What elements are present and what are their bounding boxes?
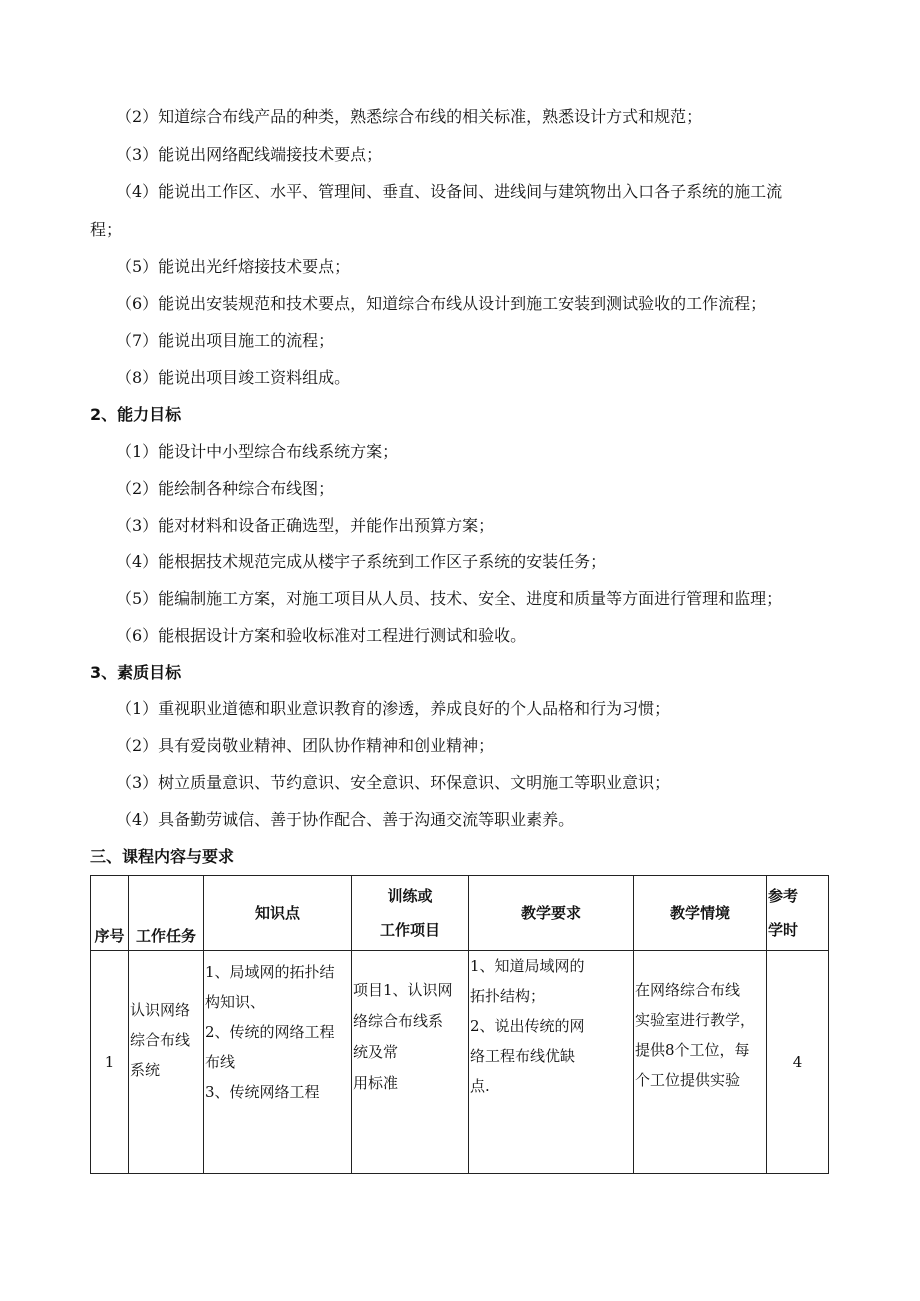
knowledge-goal-8: （8）能说出项目竣工资料组成。 bbox=[116, 368, 351, 387]
knowledge-goal-5: （5）能说出光纤熔接技术要点； bbox=[116, 257, 351, 276]
cell-requirements: 1、知道局域网的 拓扑结构； 2、说出传统的网 络工程布线优缺 点. bbox=[469, 951, 634, 1174]
quality-item-3: （3）树立质量意识、节约意识、安全意识、环保意识、文明施工等职业意识； bbox=[116, 773, 671, 792]
ability-item-6: （6）能根据设计方案和验收标准对工程进行测试和验收。 bbox=[116, 626, 527, 645]
ability-item-1: （1）能设计中小型综合布线系统方案； bbox=[116, 442, 399, 461]
header-knowledge: 知识点 bbox=[204, 876, 352, 951]
header-scenario: 教学情境 bbox=[634, 876, 767, 951]
cell-seq: 1 bbox=[91, 951, 129, 1174]
knowledge-goal-7: （7）能说出项目施工的流程； bbox=[116, 331, 335, 350]
knowledge-goal-4-cont: 程； bbox=[90, 220, 123, 239]
table-header-row bbox=[91, 876, 829, 951]
header-hours: 参考 学时 bbox=[767, 876, 829, 951]
quality-heading: 3、素质目标 bbox=[90, 663, 182, 682]
ability-item-2: （2）能绘制各种综合布线图； bbox=[116, 479, 335, 498]
cell-scenario: 在网络综合布线 实验室进行教学， 提供8个工位，每 个工位提供实验 bbox=[634, 951, 767, 1174]
cell-task: 认识网络 综合布线 系统 bbox=[129, 951, 204, 1174]
knowledge-goal-2: （2）知道综合布线产品的种类，熟悉综合布线的相关标准，熟悉设计方式和规范； bbox=[116, 107, 703, 126]
header-requirements: 教学要求 bbox=[469, 876, 634, 951]
quality-item-4: （4）具备勤劳诚信、善于协作配合、善于沟通交流等职业素养。 bbox=[116, 810, 575, 829]
quality-item-1: （1）重视职业道德和职业意识教育的渗透，养成良好的个人品格和行为习惯； bbox=[116, 699, 671, 718]
table-row bbox=[91, 951, 829, 1174]
header-task: 工作任务 bbox=[129, 876, 204, 951]
header-training: 训练或 工作项目 bbox=[352, 876, 469, 951]
knowledge-goal-3: （3）能说出网络配线端接技术要点； bbox=[116, 145, 383, 164]
ability-heading: 2、能力目标 bbox=[90, 405, 182, 424]
header-seq: 序号 bbox=[91, 876, 129, 951]
cell-knowledge: 1、局域网的拓扑结 构知识、 2、传统的网络工程 布线 3、传统网络工程 bbox=[204, 951, 352, 1174]
knowledge-goal-6: （6）能说出安装规范和技术要点，知道综合布线从设计到施工安装到测试验收的工作流程； bbox=[116, 294, 767, 313]
ability-item-3: （3）能对材料和设备正确选型，并能作出预算方案； bbox=[116, 516, 495, 535]
knowledge-goal-4: （4）能说出工作区、水平、管理间、垂直、设备间、进线间与建筑物出入口各子系统的施工流 bbox=[116, 182, 783, 201]
ability-item-4: （4）能根据技术规范完成从楼宇子系统到工作区子系统的安装任务； bbox=[116, 552, 607, 571]
cell-training: 项目1、认识网 络综合布线系 统及常 用标准 bbox=[352, 951, 469, 1174]
ability-item-5: （5）能编制施工方案，对施工项目从人员、技术、安全、进度和质量等方面进行管理和监理； bbox=[116, 589, 783, 608]
section3-heading: 三、课程内容与要求 bbox=[90, 847, 235, 866]
course-content-table bbox=[90, 875, 829, 1174]
cell-hours: 4 bbox=[767, 951, 829, 1174]
quality-item-2: （2）具有爱岗敬业精神、团队协作精神和创业精神； bbox=[116, 736, 495, 755]
